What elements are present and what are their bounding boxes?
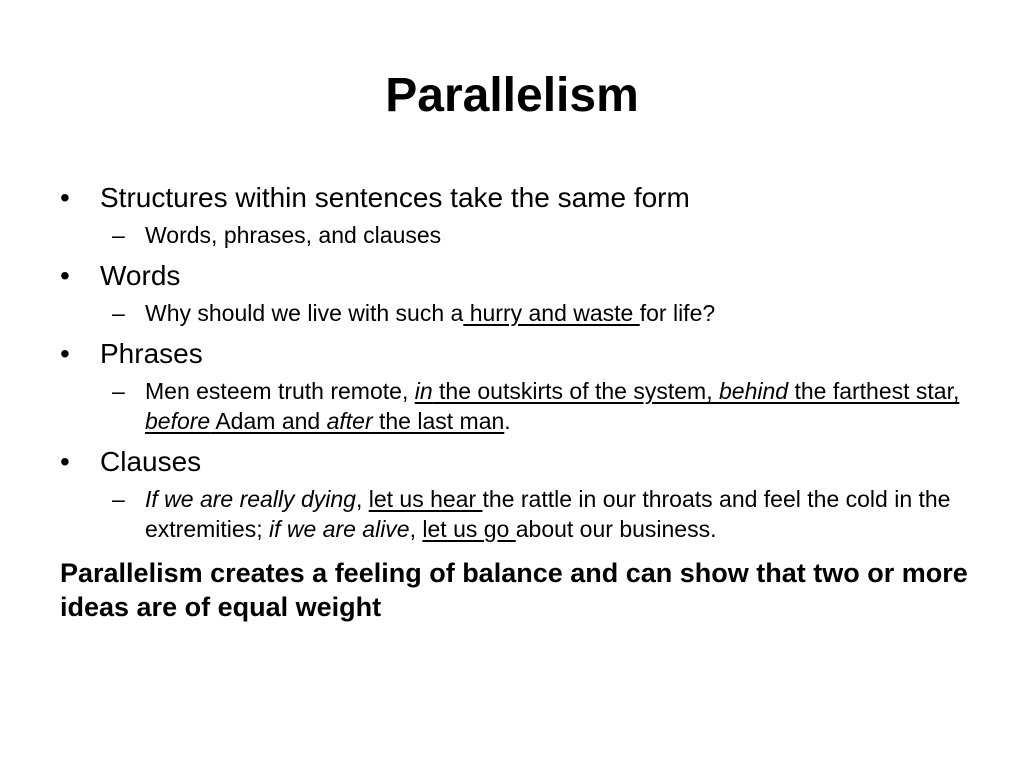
sub-bullet-text-part: the last man bbox=[372, 408, 505, 434]
sub-bullet-text-part: about our business. bbox=[515, 516, 717, 542]
dash-icon: – bbox=[112, 486, 125, 512]
sub-bullet-text-part: after bbox=[326, 408, 373, 434]
bullet-item bbox=[60, 444, 970, 480]
sub-bullet-text-part: let us go bbox=[422, 516, 516, 542]
bullet-item bbox=[60, 258, 970, 294]
conclusion-text: Parallelism creates a feeling of balance and can show that two or more ideas are of equal weight bbox=[60, 558, 968, 622]
sub-bullet-text-part: Men esteem truth remote, bbox=[145, 378, 415, 404]
bullet-text: Clauses bbox=[100, 446, 202, 477]
sub-bullet-text-part: let us hear bbox=[368, 486, 483, 512]
sub-bullet-item bbox=[60, 484, 970, 544]
bullet-text: Structures within sentences take the same form bbox=[100, 182, 690, 213]
sub-bullet-text-part: if we are alive bbox=[268, 516, 410, 542]
bullet-text: Phrases bbox=[100, 338, 203, 369]
bullet-icon: • bbox=[60, 182, 70, 213]
sub-bullet-text-part: Adam and bbox=[210, 408, 327, 434]
sub-bullet-text-part: Why should we live with such a bbox=[145, 300, 464, 326]
bullet-icon: • bbox=[60, 260, 70, 291]
sub-bullet-item bbox=[60, 376, 970, 436]
sub-bullet-text-part: , bbox=[355, 486, 369, 512]
dash-icon: – bbox=[112, 378, 125, 404]
bullet-text: Words bbox=[100, 260, 181, 291]
bullet-icon: • bbox=[60, 446, 70, 477]
sub-bullet-text-part: for life? bbox=[639, 300, 716, 326]
sub-bullet-text-part: the farthest star, bbox=[788, 378, 960, 404]
sub-bullet-item bbox=[60, 220, 970, 250]
slide-body bbox=[60, 180, 970, 624]
sub-bullet-text-part: . bbox=[504, 408, 511, 434]
sub-bullet-text-part: behind bbox=[718, 378, 789, 404]
sub-bullet-text-part: the outskirts of the system, bbox=[432, 378, 719, 404]
sub-bullet-text-part: before bbox=[145, 408, 211, 434]
bullet-item bbox=[60, 180, 970, 216]
sub-bullet-text-part: hurry and waste bbox=[463, 300, 640, 326]
bullet-icon: • bbox=[60, 338, 70, 369]
bullet-item bbox=[60, 336, 970, 372]
dash-icon: – bbox=[112, 222, 125, 248]
bullet-list bbox=[60, 180, 970, 544]
dash-icon: – bbox=[112, 300, 125, 326]
sub-bullet-item bbox=[60, 298, 970, 328]
sub-bullet-text-part: Words, phrases, and clauses bbox=[145, 222, 442, 248]
sub-bullet-text-part: , bbox=[409, 516, 423, 542]
sub-bullet-text-part: the rattle in our throats and feel the cold in the extremities; bbox=[145, 486, 951, 542]
sub-bullet-text-part: If we are really dying bbox=[145, 486, 356, 512]
slide-title: Parallelism bbox=[385, 69, 639, 122]
sub-bullet-text-part: in bbox=[414, 378, 433, 404]
